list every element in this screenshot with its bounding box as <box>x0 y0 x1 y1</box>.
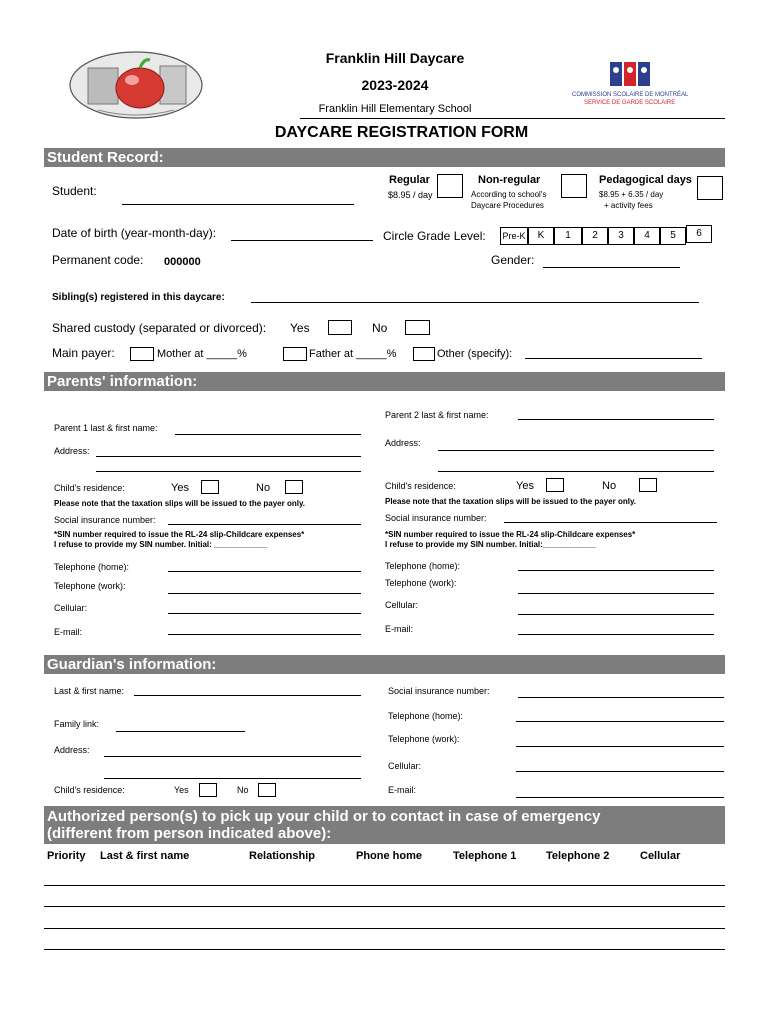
permanent-code-label: Permanent code: <box>52 253 144 267</box>
guardian-cellular-field[interactable] <box>516 771 724 772</box>
parent1-email-field[interactable] <box>168 634 361 635</box>
parent2-name-label: Parent 2 last & first name: <box>385 410 489 420</box>
parent1-name-field[interactable] <box>175 434 361 435</box>
custody-yes-checkbox[interactable] <box>328 320 352 335</box>
guardian-tel-home-label: Telephone (home): <box>388 711 464 721</box>
pedagogical-price-2: + activity fees <box>604 201 653 210</box>
pedagogical-label: Pedagogical days <box>599 174 692 186</box>
parent1-tel-home-field[interactable] <box>168 571 361 572</box>
grade-k[interactable]: K <box>528 227 554 245</box>
other-checkbox[interactable] <box>413 347 435 361</box>
authorized-row-line[interactable] <box>44 949 725 950</box>
guardian-tel-work-field[interactable] <box>516 746 724 747</box>
pedagogical-checkbox[interactable] <box>697 176 723 200</box>
mother-percent-label: Mother at _____% <box>157 348 247 360</box>
parent2-residence-yes-label: Yes <box>516 480 534 492</box>
authorized-persons-header <box>44 806 725 844</box>
authorized-row-line[interactable] <box>44 885 725 886</box>
guardian-address-label: Address: <box>54 745 90 755</box>
parent1-address-label: Address: <box>54 446 90 456</box>
parent1-sin-field[interactable] <box>168 524 361 525</box>
custody-no-checkbox[interactable] <box>405 320 430 335</box>
guardian-sin-label: Social insurance number: <box>388 686 490 696</box>
parent2-name-field[interactable] <box>518 419 714 420</box>
header-rule <box>300 118 725 119</box>
form-title: DAYCARE REGISTRATION FORM <box>274 124 529 141</box>
parent1-sin-note: *SIN number required to issue the RL-24 slip-Childcare expenses* <box>54 530 305 539</box>
guardian-residence-label: Child's residence: <box>54 785 125 795</box>
custody-yes-label: Yes <box>290 321 310 335</box>
nonregular-checkbox[interactable] <box>561 174 587 198</box>
daycare-title: Franklin Hill Daycare <box>325 50 465 66</box>
guardian-info-header: Guardian's information: <box>44 655 725 674</box>
parent2-email-label: E-mail: <box>385 624 414 634</box>
parent2-tel-home-label: Telephone (home): <box>385 561 461 571</box>
guardian-family-link-field[interactable] <box>116 731 245 732</box>
parent2-tel-work-label: Telephone (work): <box>385 578 457 588</box>
regular-price: $8.95 / day <box>388 190 433 200</box>
parent2-address-label: Address: <box>385 438 421 448</box>
gender-field[interactable] <box>543 267 680 268</box>
nonregular-note-2: Daycare Procedures <box>471 201 544 210</box>
parent2-tel-home-field[interactable] <box>518 570 714 571</box>
main-payer-label: Main payer: <box>52 346 115 360</box>
parent2-residence-no-checkbox[interactable] <box>639 478 657 492</box>
parent1-tel-home-label: Telephone (home): <box>54 562 130 572</box>
guardian-residence-yes-label: Yes <box>174 785 189 795</box>
mother-checkbox[interactable] <box>130 347 154 361</box>
guardian-residence-yes-checkbox[interactable] <box>199 783 217 797</box>
gender-label: Gender: <box>491 253 535 267</box>
col-telephone-2: Telephone 2 <box>546 850 610 862</box>
parent1-email-label: E-mail: <box>54 627 83 637</box>
col-priority: Priority <box>47 850 86 862</box>
parent2-tel-work-field[interactable] <box>518 593 714 594</box>
col-relationship: Relationship <box>249 850 316 862</box>
parent1-residence-yes-checkbox[interactable] <box>201 480 219 494</box>
parent1-sin-label: Social insurance number: <box>54 515 156 525</box>
other-specify-field[interactable] <box>525 358 702 359</box>
grade-3[interactable]: 3 <box>608 227 634 245</box>
father-checkbox[interactable] <box>283 347 307 361</box>
parent2-address-line2[interactable] <box>438 471 714 472</box>
school-board-name: COMMISSION SCOLAIRE DE MONTRÉAL <box>572 92 689 98</box>
parent2-residence-yes-checkbox[interactable] <box>546 478 564 492</box>
col-phone-home: Phone home <box>356 850 423 862</box>
parents-info-header: Parents' information: <box>44 372 725 391</box>
authorized-row-line[interactable] <box>44 906 725 907</box>
guardian-address-line2[interactable] <box>104 778 361 779</box>
nonregular-label: Non-regular <box>478 174 541 186</box>
nonregular-note-1: According to school's <box>471 190 547 199</box>
regular-checkbox[interactable] <box>437 174 463 198</box>
parent1-sin-refuse: I refuse to provide my SIN number. Initial: ____________ <box>54 540 268 549</box>
col-telephone-1: Telephone 1 <box>453 850 517 862</box>
parent2-sin-field[interactable] <box>504 522 717 523</box>
parent2-residence-label: Child's residence: <box>385 481 456 491</box>
authorized-row-line[interactable] <box>44 928 725 929</box>
parent2-cellular-field[interactable] <box>518 614 714 615</box>
parent1-residence-yes-label: Yes <box>171 482 189 494</box>
parent1-tel-work-field[interactable] <box>168 593 361 594</box>
student-name-field[interactable] <box>122 204 354 205</box>
parent2-sin-refuse: I refuse to provide my SIN number. Initial:____________ <box>385 540 597 549</box>
school-board-service: SERVICE DE GARDE SCOLAIRE <box>584 100 676 106</box>
siblings-field[interactable] <box>251 302 699 303</box>
school-year: 2023-2024 <box>361 77 429 93</box>
guardian-family-link-label: Family link: <box>54 719 100 729</box>
student-record-header: Student Record: <box>44 148 725 167</box>
regular-label: Regular <box>389 174 430 186</box>
school-name: Franklin Hill Elementary School <box>318 103 472 115</box>
parent2-sin-note: *SIN number required to issue the RL-24 slip-Childcare expenses* <box>385 530 636 539</box>
parent1-taxation-note: Please note that the taxation slips will be issued to the payer only. <box>54 499 306 508</box>
authorized-title-line2: (different from person indicated above): <box>47 825 332 842</box>
school-board-logo <box>608 60 652 90</box>
dob-field[interactable] <box>231 240 373 241</box>
dob-label: Date of birth (year-month-day): <box>52 226 217 240</box>
grade-1[interactable]: 1 <box>554 227 582 245</box>
grade-5[interactable]: 5 <box>660 227 686 245</box>
guardian-name-label: Last & first name: <box>54 686 125 696</box>
guardian-name-field[interactable] <box>134 695 361 696</box>
parent2-taxation-note: Please note that the taxation slips will be issued to the payer only. <box>385 497 637 506</box>
parent1-residence-no-label: No <box>256 482 271 494</box>
parent1-cellular-field[interactable] <box>168 613 361 614</box>
parent1-cellular-label: Cellular: <box>54 603 88 613</box>
guardian-residence-no-checkbox[interactable] <box>258 783 276 797</box>
guardian-address-line1[interactable] <box>104 756 361 757</box>
guardian-email-label: E-mail: <box>388 785 417 795</box>
siblings-label: Sibling(s) registered in this daycare: <box>52 292 225 303</box>
parent1-address-line2[interactable] <box>96 471 361 472</box>
parent2-residence-no-label: No <box>602 480 617 492</box>
guardian-email-field[interactable] <box>516 797 724 798</box>
grade-pre-k[interactable]: Pre-K <box>500 227 528 245</box>
student-label: Student: <box>52 184 97 198</box>
parent1-residence-no-checkbox[interactable] <box>285 480 303 494</box>
col-name: Last & first name <box>100 850 190 862</box>
authorized-title-line1: Authorized person(s) to pick up your child or to contact in case of emergency <box>47 808 601 825</box>
parent2-address-line1[interactable] <box>438 450 714 451</box>
custody-label: Shared custody (separated or divorced): <box>52 321 267 335</box>
grade-2[interactable]: 2 <box>582 227 608 245</box>
custody-no-label: No <box>372 321 388 335</box>
col-cellular: Cellular <box>640 850 681 862</box>
guardian-tel-work-label: Telephone (work): <box>388 734 460 744</box>
guardian-cellular-label: Cellular: <box>388 761 422 771</box>
grade-6[interactable]: 6 <box>686 225 712 243</box>
father-percent-label: Father at _____% <box>309 348 397 360</box>
permanent-code-value[interactable]: 000000 <box>164 256 201 268</box>
guardian-tel-home-field[interactable] <box>516 721 724 722</box>
parent1-residence-label: Child's residence: <box>54 483 125 493</box>
grade-label: Circle Grade Level: <box>383 229 486 243</box>
parent1-tel-work-label: Telephone (work): <box>54 581 126 591</box>
parent2-sin-label: Social insurance number: <box>385 513 487 523</box>
pedagogical-price-1: $8.95 + 6.35 / day <box>599 190 664 199</box>
parent2-cellular-label: Cellular: <box>385 600 419 610</box>
guardian-residence-no-label: No <box>237 785 249 795</box>
parent2-email-field[interactable] <box>518 634 714 635</box>
parent1-address-line1[interactable] <box>96 456 361 457</box>
guardian-sin-field[interactable] <box>518 697 724 698</box>
grade-4[interactable]: 4 <box>634 227 660 245</box>
parent1-name-label: Parent 1 last & first name: <box>54 423 158 433</box>
other-specify-label: Other (specify): <box>437 348 513 360</box>
